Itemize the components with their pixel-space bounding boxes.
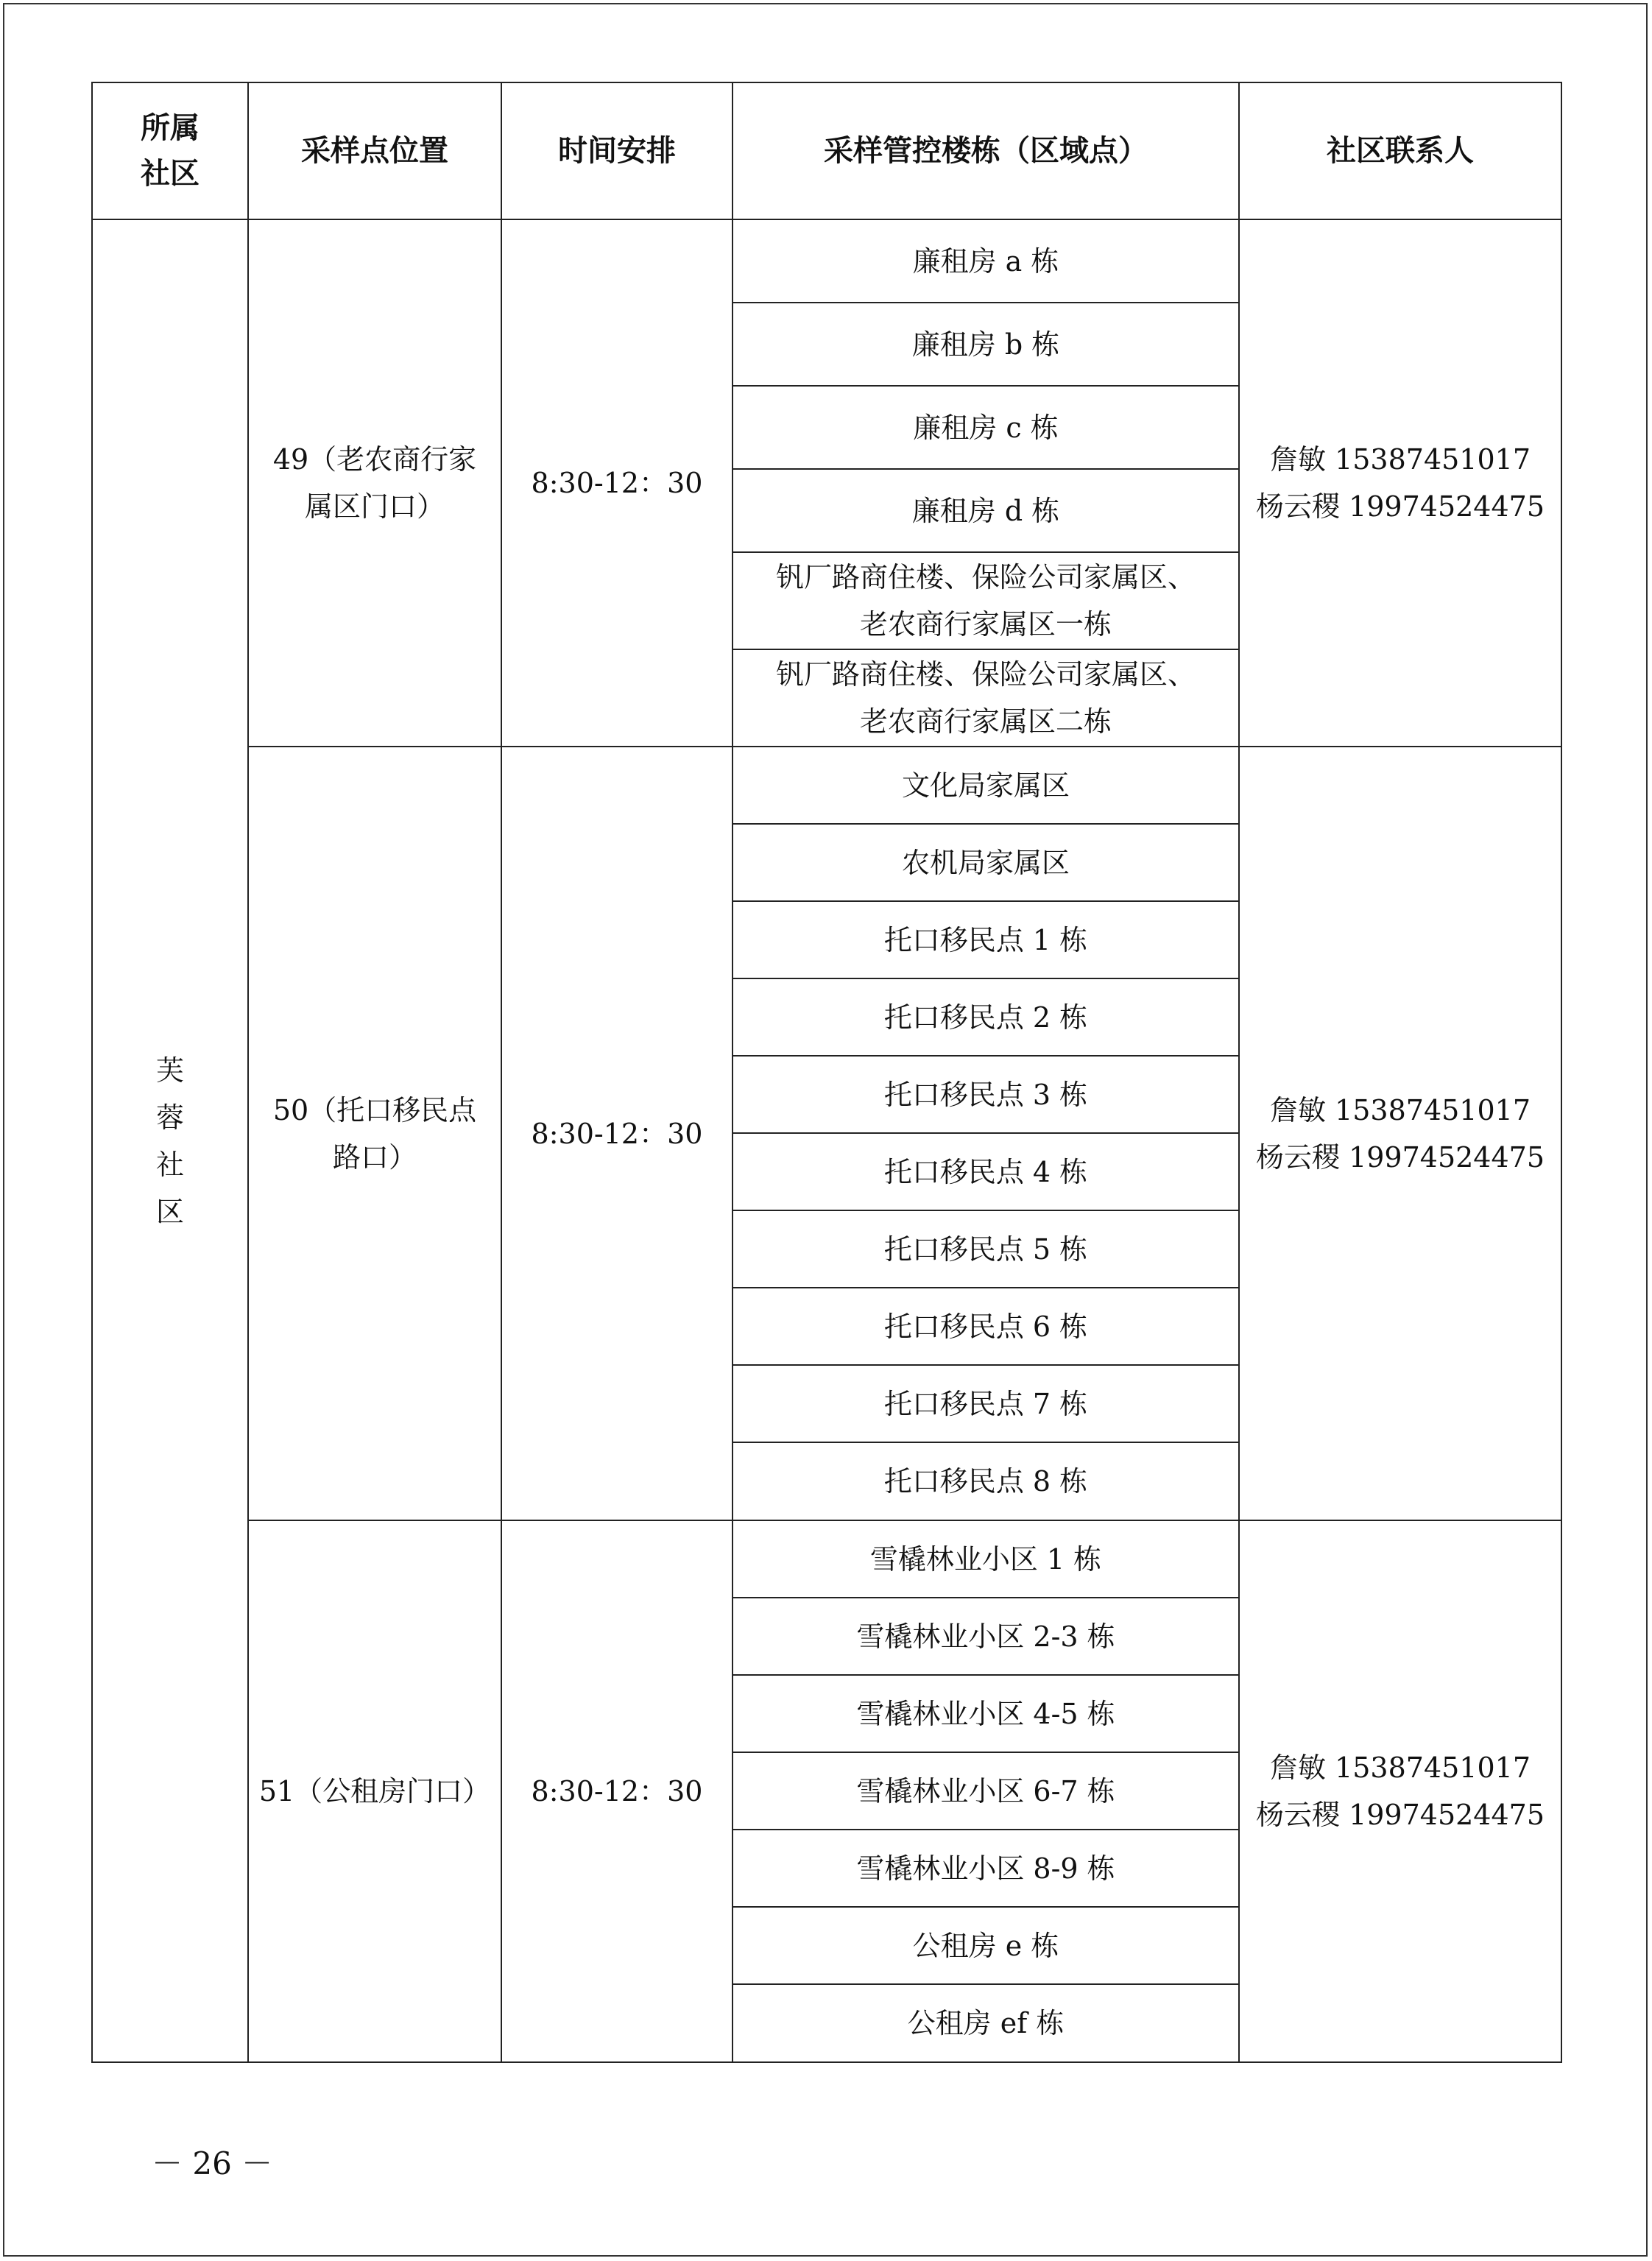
page-number: － 26 － [152,2145,273,2181]
building-line: 托口移民点 8 栋 [883,1465,1088,1498]
building-cell [733,552,1239,649]
building-line: 雪橇林业小区 4-5 栋 [856,1697,1115,1730]
contact-line: 詹敏 15387451017 [1269,1752,1531,1784]
table-body [92,219,1561,2062]
building-cell [733,747,1239,824]
building-cell [733,1056,1239,1133]
header-time: 时间安排 [501,82,733,219]
building-cell [733,469,1239,552]
community-char: 社 [155,1148,184,1181]
building-line: 公租房 ef 栋 [907,2007,1065,2039]
building-cell [733,1520,1239,1598]
time-cell: 8:30-12：30 [501,1520,733,2062]
contact-cell [1239,219,1561,747]
building-line: 老农商行家属区一栋 [859,608,1112,641]
site-cell [248,747,501,1520]
contact-line: 詹敏 15387451017 [1269,1093,1531,1126]
building-cell [733,1598,1239,1675]
site-line: 51（公租房门口） [258,1775,491,1807]
site-line: 49（老农商行家 [272,443,477,476]
contact-cell [1239,1520,1561,2062]
building-line: 文化局家属区 [901,769,1070,802]
building-line: 农机局家属区 [901,846,1070,879]
building-line: 廉租房 c 栋 [913,411,1059,444]
building-cell [733,1133,1239,1210]
building-line: 钒厂路商住楼、保险公司家属区、 [775,658,1196,691]
header-row [92,82,1561,219]
building-cell [733,1288,1239,1365]
building-line: 托口移民点 3 栋 [883,1078,1088,1111]
site-line: 50（托口移民点 [272,1093,477,1126]
contact-cell [1239,747,1561,1520]
header-community-line2: 社区 [141,157,200,191]
building-cell [733,1442,1239,1520]
time-cell: 8:30-12：30 [501,747,733,1520]
header-site: 采样点位置 [248,82,501,219]
building-line: 公租房 e 栋 [912,1929,1059,1962]
header-community [92,82,248,219]
building-cell [733,1907,1239,1984]
building-cell [733,1752,1239,1830]
site-line: 属区门口） [304,490,445,523]
building-cell [733,1675,1239,1752]
header-community-line1: 所属 [141,111,200,145]
building-cell [733,1830,1239,1907]
building-cell [733,219,1239,303]
sampling-schedule-table [91,82,1562,2063]
contact-line: 杨云稷 19974524475 [1255,1140,1545,1174]
building-line: 廉租房 d 栋 [911,494,1060,527]
table-row [92,1520,1561,1598]
building-cell [733,978,1239,1056]
building-line: 廉租房 b 栋 [911,328,1060,361]
site-cell [248,1520,501,2062]
community-char: 芙 [155,1054,184,1087]
community-char: 蓉 [155,1101,184,1134]
contact-line: 杨云稷 19974524475 [1255,1799,1545,1831]
site-line: 路口） [332,1140,417,1174]
table-row [92,219,1561,303]
contact-line: 詹敏 15387451017 [1269,443,1531,476]
building-cell [733,386,1239,469]
header-buildings: 采样管控楼栋（区域点） [733,82,1239,219]
building-line: 雪橇林业小区 1 栋 [869,1542,1102,1576]
building-line: 托口移民点 4 栋 [883,1155,1088,1188]
contact-line: 杨云稷 19974524475 [1255,490,1545,523]
building-line: 雪橇林业小区 6-7 栋 [856,1774,1115,1807]
building-line: 托口移民点 1 栋 [883,923,1088,956]
header-contact: 社区联系人 [1239,82,1561,219]
building-line: 钒厂路商住楼、保险公司家属区、 [775,561,1196,593]
building-cell [733,649,1239,747]
building-cell [733,303,1239,386]
building-line: 老农商行家属区二栋 [859,705,1112,738]
building-cell [733,1210,1239,1288]
community-cell [92,219,248,2062]
building-line: 托口移民点 2 栋 [883,1001,1088,1034]
building-line: 托口移民点 6 栋 [883,1310,1088,1343]
table-row [92,747,1561,824]
building-cell [733,1984,1239,2062]
building-line: 廉租房 a 栋 [912,244,1059,278]
building-line: 雪橇林业小区 2-3 栋 [856,1620,1115,1653]
building-cell [733,1365,1239,1442]
time-cell: 8:30-12：30 [501,219,733,747]
community-char: 区 [155,1195,184,1228]
building-line: 托口移民点 5 栋 [883,1232,1088,1266]
building-cell [733,901,1239,978]
building-cell [733,824,1239,901]
site-cell [248,219,501,747]
building-line: 托口移民点 7 栋 [883,1387,1088,1420]
building-line: 雪橇林业小区 8-9 栋 [856,1852,1115,1885]
